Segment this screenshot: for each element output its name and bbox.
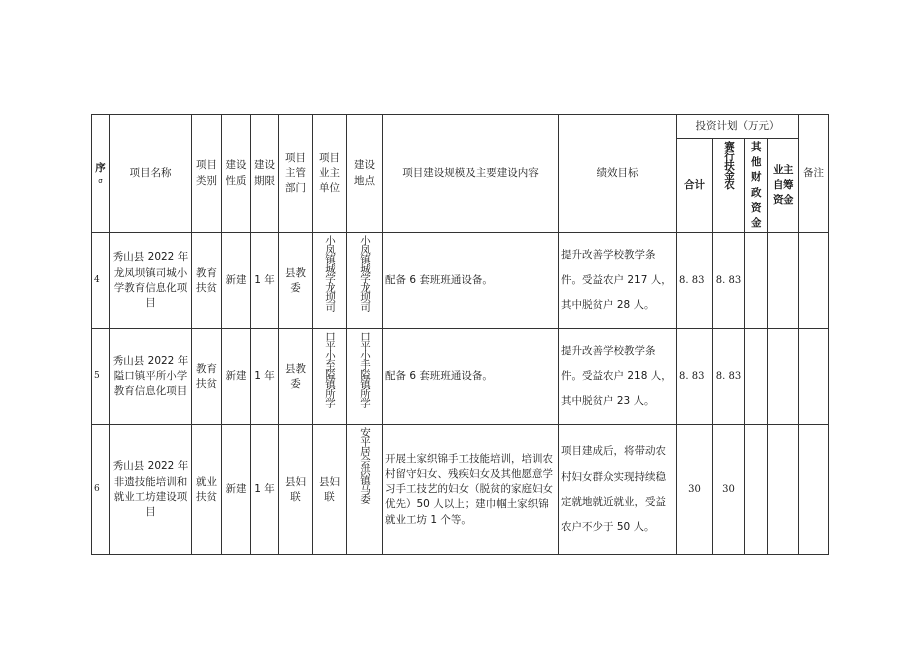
header-nature: 建设性质 (222, 115, 251, 233)
table-row (92, 425, 829, 555)
header-category: 项目类别 (192, 115, 222, 233)
row-name: 秀山县 2022 年隘口镇平所小学教育信息化项目 (110, 329, 192, 425)
row-seq: 5 (92, 329, 110, 425)
row-fund1: 8. 83 (713, 233, 745, 329)
row-location: 小凤镇城学龙坝司 (347, 233, 383, 329)
row-owner: 县妇联 (313, 425, 347, 555)
header-fund3: 业主自筹资金 (768, 139, 799, 233)
row-category: 教育扶贫 (192, 329, 222, 425)
row-location: 安平居会洪镇马委 (347, 425, 383, 555)
row-period: 1 年 (251, 233, 279, 329)
header-fund1: 赛行扶金农 (713, 139, 745, 233)
row-nature: 新建 (222, 425, 251, 555)
row-goal: 项目建成后，将带动农 村妇女群众实现持续稳 定就地就近就业，受益 农户不少于 50 人。 (559, 425, 677, 555)
table-row (92, 329, 829, 425)
row-fund2 (745, 425, 768, 555)
header-content: 项目建设规模及主要建设内容 (383, 115, 559, 233)
row-total: 30 (677, 425, 713, 555)
row-goal: 提升改善学校教学条 件。受益农户 217 人， 其中脱贫户 28 人。 (559, 233, 677, 329)
row-content: 开展土家织锦手工技能培训，培训农村留守妇女、残疾妇女及其他愿意学习手工技艺的妇女（脱贫的家庭妇女优先）50 人以上；建巾帼土家织锦就业工坊 1 个等。 (383, 425, 559, 555)
header-name: 项目名称 (110, 115, 192, 233)
row-fund2 (745, 233, 768, 329)
row-fund3 (768, 233, 799, 329)
row-category: 教育扶贫 (192, 233, 222, 329)
row-content: 配备 6 套班班通设备。 (383, 233, 559, 329)
row-fund3 (768, 329, 799, 425)
row-dept: 县教委 (279, 329, 313, 425)
header-period: 建设期限 (251, 115, 279, 233)
header-remark: 备注 (799, 115, 829, 233)
row-owner: 口平小至隘镇所学 (313, 329, 347, 425)
row-total: 8. 83 (677, 329, 713, 425)
row-remark (799, 425, 829, 555)
header-goal: 绩效目标 (559, 115, 677, 233)
row-fund1: 30 (713, 425, 745, 555)
row-total: 8. 83 (677, 233, 713, 329)
row-category: 就业扶贫 (192, 425, 222, 555)
row-fund3 (768, 425, 799, 555)
row-remark (799, 233, 829, 329)
row-nature: 新建 (222, 329, 251, 425)
row-name: 秀山县 2022 年非遗技能培训和就业工坊建设项目 (110, 425, 192, 555)
row-nature: 新建 (222, 233, 251, 329)
row-remark (799, 329, 829, 425)
row-seq: 4 (92, 233, 110, 329)
header-seq: 序 σ (92, 115, 110, 233)
table-row (92, 233, 829, 329)
row-owner: 小凤镇城学龙坝司 (313, 233, 347, 329)
row-period: 1 年 (251, 425, 279, 555)
header-total: 合计 (677, 139, 713, 233)
row-period: 1 年 (251, 329, 279, 425)
header-owner: 项目业主单位 (313, 115, 347, 233)
row-dept: 县妇联 (279, 425, 313, 555)
project-table (91, 114, 829, 555)
header-fund2: 其他财政资金 (745, 139, 768, 233)
row-dept: 县教委 (279, 233, 313, 329)
header-location: 建设地点 (347, 115, 383, 233)
row-name: 秀山县 2022 年龙凤坝镇司城小学教育信息化项目 (110, 233, 192, 329)
row-goal: 提升改善学校教学条 件。受益农户 218 人， 其中脱贫户 23 人。 (559, 329, 677, 425)
row-content: 配备 6 套班班通设备。 (383, 329, 559, 425)
row-location: 口平小手隘镇所学 (347, 329, 383, 425)
row-fund2 (745, 329, 768, 425)
row-seq: 6 (92, 425, 110, 555)
header-row-top (92, 115, 829, 139)
header-invest: 投资计划（万元） (677, 115, 799, 139)
row-fund1: 8. 83 (713, 329, 745, 425)
header-dept: 项目主管部门 (279, 115, 313, 233)
